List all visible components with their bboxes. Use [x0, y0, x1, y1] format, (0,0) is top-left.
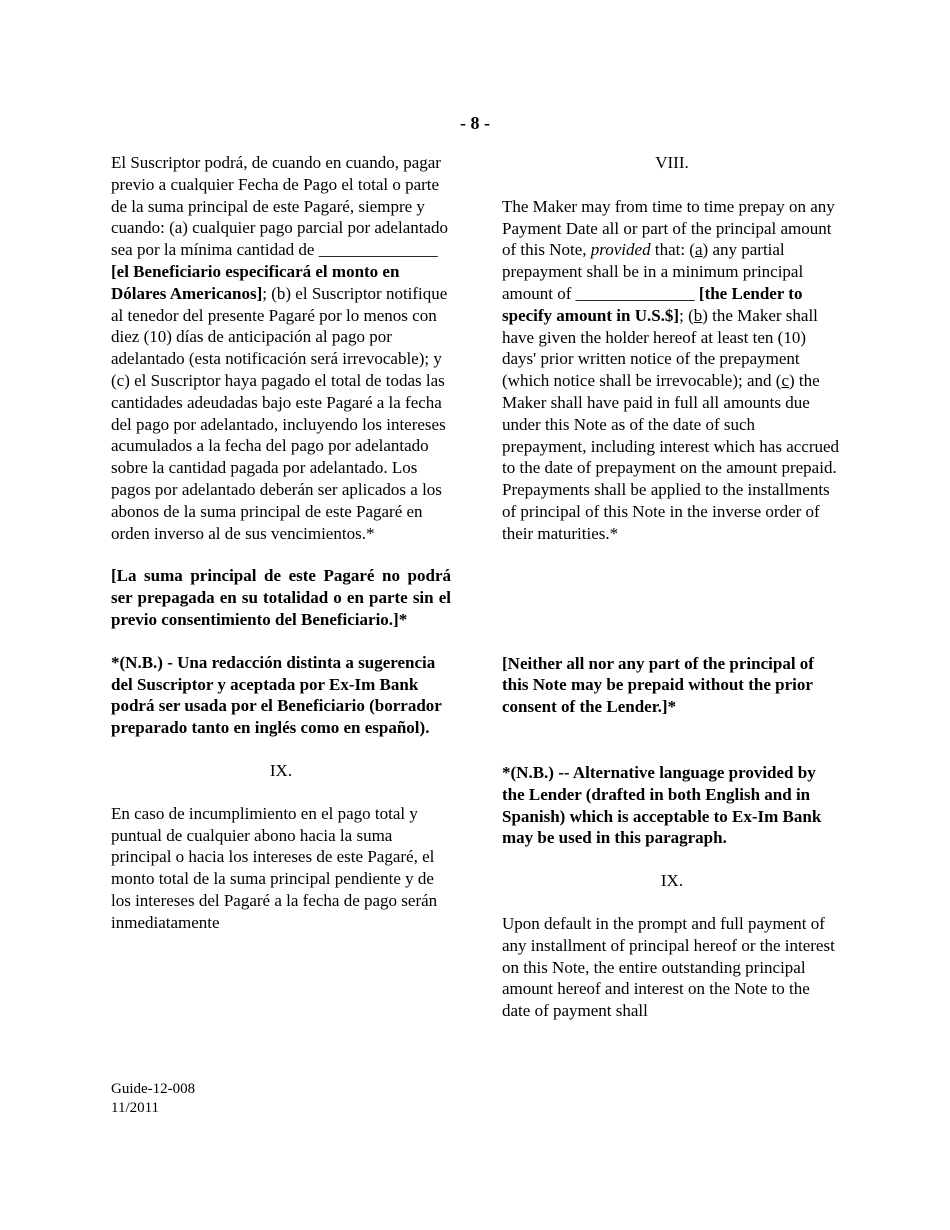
page-number: - 8 - [460, 113, 490, 133]
spanish-default-paragraph: En caso de incumplimiento en el pago total y puntual de cualquier abono hacia la suma principal o hacia los intereses de este Pagaré, el monto total de la suma principal pendiente y de los intereses del Pagaré a la fecha de pago serán inmediatamente [111, 803, 438, 932]
english-nb-note: *(N.B.) -- Alternative language provided by the Lender (drafted in both English and in Spanish) which is acceptable to Ex-Im Bank may be used in this paragraph. [502, 762, 822, 848]
english-consent-clause: [Neither all nor any part of the principal of this Note may be prepaid without the prior consent of the Lender.]* [502, 653, 814, 717]
document-footer [111, 1080, 195, 1118]
spanish-prepayment-paragraph: El Suscriptor podrá, de cuando en cuando, pagar previo a cualquier Fecha de Pago el total o parte de la suma principal de este Pagaré, siempre y cuando: (a) cualquier pago parcial por adelantado sea por la mínima cantidad de ______________ [el Beneficiario especificará el monto en Dólares Americanos]; (b) el Suscriptor notifique al tenedor del presente Pagaré por lo menos con diez (10) días de anticipación al pago por adelantado (esta notificación será irrevocable); y (c) el Suscriptor haya pagado el total de todas las cantidades adeudadas bajo este Pagaré a la fecha del pago por adelantado, incluyendo los intereses acumulados a la fecha del pago por adelantado sobre la cantidad pagada por adelantado. Los pagos por adelantado deberán ser aplicados a los abonos de la suma principal de este Pagaré en orden inverso al de sus vencimientos.* [111, 153, 449, 543]
spanish-consent-clause: [La suma principal de este Pagaré no podrá ser prepagada en su totalidad o en parte sin el previo consentimiento del Beneficiario.]* [111, 566, 451, 629]
english-section-viii-heading: VIII. [655, 153, 689, 172]
english-column [502, 152, 842, 1022]
spanish-nb-note: *(N.B.) - Una redacción distinta a sugerencia del Suscriptor y aceptada por Ex-Im Bank podrá ser usada por el Beneficiario (borrador preparado tanto en inglés como en español). [111, 652, 442, 738]
english-prepayment-paragraph: The Maker may from time to time prepay on any Payment Date all or part of the principal amount of this Note, provided that: (a) any partial prepayment shall be in a minimum principal amount of ______________ [the Lender to specify amount in U.S.$]; (b) the Maker shall have given the holder hereof at least ten (10) days' prior written notice of the prepayment (which notice shall be irrevocable); and (c) the Maker shall have paid in full all amounts due under this Note as of the date of such prepayment, including interest which has accrued to the date of prepayment on the amount prepaid. Prepayments shall be applied to the installments of principal of this Note in the inverse order of their maturities.* [502, 196, 840, 543]
spanish-column [111, 152, 451, 934]
spanish-section-ix-heading: IX. [269, 760, 293, 780]
footer-date: 11/2011 [111, 1100, 160, 1116]
english-section-ix-heading: IX. [660, 871, 684, 891]
english-default-paragraph: Upon default in the prompt and full payment of any installment of principal hereof or the interest on this Note, the entire outstanding principal amount hereof and interest on the Note to the date of payment shall [502, 913, 835, 1021]
footer-guide-id: Guide-12-008 [111, 1081, 196, 1097]
